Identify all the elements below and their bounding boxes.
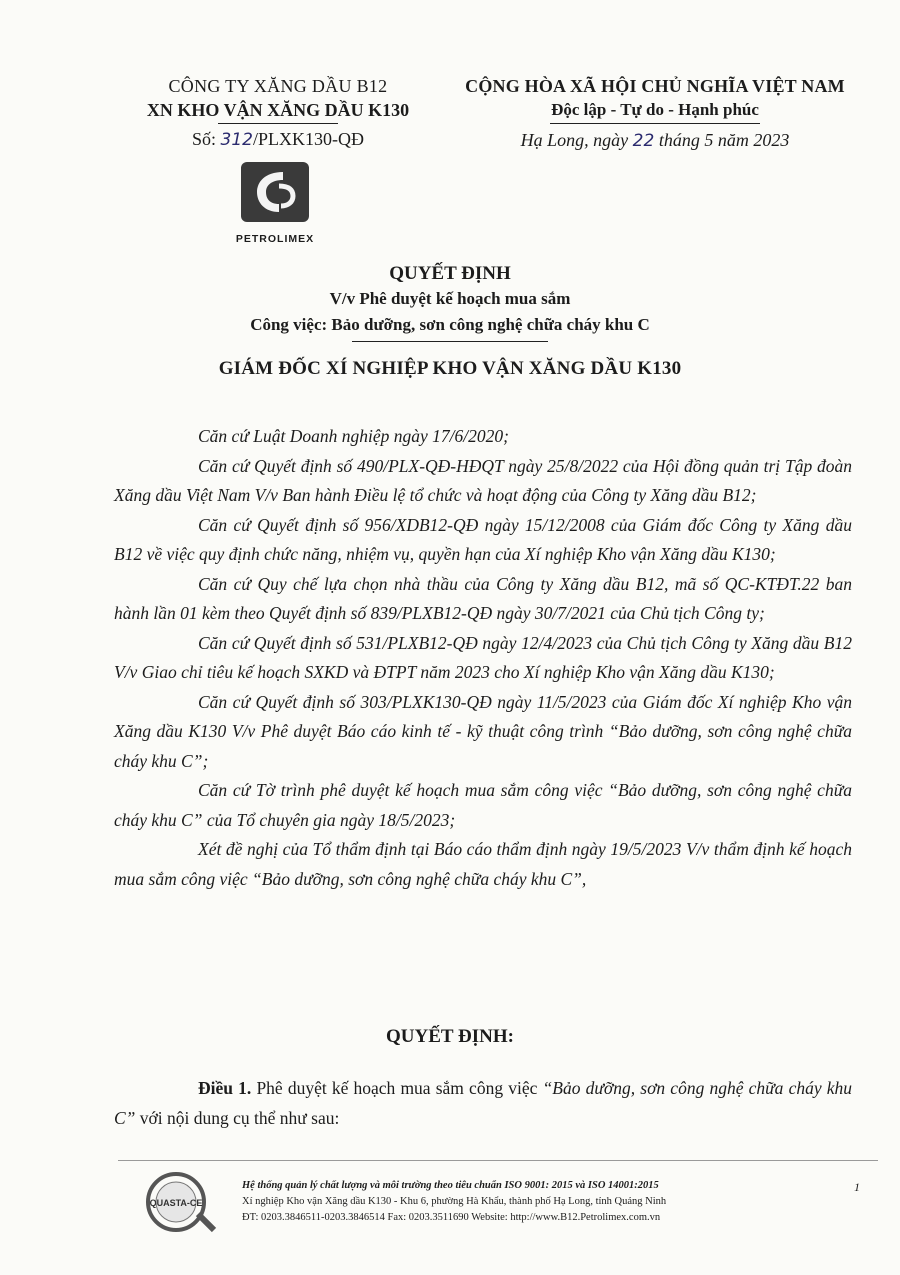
nation-name: CỘNG HÒA XÃ HỘI CHỦ NGHĨA VIỆT NAM (465, 76, 845, 96)
footer-text (242, 1178, 842, 1226)
date-suffix: tháng 5 năm 2023 (658, 130, 790, 150)
decision-title: QUYẾT ĐỊNH (389, 263, 511, 284)
basis-paragraph: Căn cứ Tờ trình phê duyệt kế hoạch mua sắm công việc “Bảo dưỡng, sơn công nghệ chữa cháy khu C” của Tổ chuyên gia ngày 18/5/2023; (114, 780, 852, 830)
title-underline (352, 341, 548, 342)
page-number: 1 (854, 1180, 860, 1194)
footer-divider (118, 1160, 878, 1161)
quasta-certification-icon (140, 1170, 224, 1234)
footer-address-line: Xí nghiệp Kho vận Xăng dầu K130 - Khu 6, phường Hà Khẩu, thành phố Hạ Long, tỉnh Quảng Ninh (242, 1196, 667, 1207)
petrolimex-logo (230, 160, 320, 245)
national-motto: Độc lập - Tự do - Hạnh phúc (551, 100, 759, 119)
decision-heading: QUYẾT ĐỊNH: (386, 1026, 514, 1047)
article-1-text: Phê duyệt kế hoạch mua sắm công việc (256, 1078, 538, 1098)
number-handwritten: 312 (220, 130, 253, 150)
number-prefix: Số: (192, 129, 217, 149)
footer-contact-line: ĐT: 0203.3846511-0203.3846514 Fax: 0203.3511690 Website: http://www.B12.Petrolimex.com.vn (242, 1212, 661, 1223)
issuer-header (118, 74, 438, 153)
document-number (118, 126, 438, 153)
article-1 (114, 1074, 852, 1133)
issue-date (440, 126, 870, 155)
basis-paragraph: Căn cứ Quyết định số 531/PLXB12-QĐ ngày 12/4/2023 của Chủ tịch Công ty Xăng dầu B12 V/v Giao chỉ tiêu kế hoạch SXKD và ĐTPT năm 2023 cho Xí nghiệp Kho vận Xăng dầu K130; (114, 632, 852, 682)
basis-paragraph: Căn cứ Quy chế lựa chọn nhà thầu của Công ty Xăng dầu B12, mã số QC-KTĐT.22 ban hành lần 01 kèm theo Quyết định số 839/PLXB12-QĐ ngày 30/7/2021 của Chủ tịch Công ty; (114, 573, 852, 623)
logo-wordmark: PETROLIMEX (235, 233, 315, 245)
company-name: CÔNG TY XĂNG DẦU B12 (168, 76, 388, 96)
footer-iso-line: Hệ thống quản lý chất lượng và môi trường theo tiêu chuẩn ISO 9001: 2015 và ISO 14001:2015 (242, 1180, 659, 1191)
motto-underline (550, 123, 760, 124)
article-1-label: Điều 1. (198, 1078, 252, 1098)
date-prefix: Hạ Long, ngày (520, 130, 629, 150)
basis-paragraph: Xét đề nghị của Tổ thẩm định tại Báo cáo thẩm định ngày 19/5/2023 V/v thẩm định kế hoạch mua sắm công việc “Bảo dưỡng, sơn công nghệ chữa cháy khu C”, (114, 839, 852, 889)
director-heading: GIÁM ĐỐC XÍ NGHIỆP KHO VẬN XĂNG DẦU K130 (218, 358, 682, 379)
decision-work: Công việc: Bảo dưỡng, sơn công nghệ chữa cháy khu C (250, 315, 650, 334)
issuer-underline (218, 123, 338, 124)
legal-bases (114, 422, 852, 894)
basis-paragraph: Căn cứ Quyết định số 303/PLXK130-QĐ ngày 11/5/2023 của Giám đốc Xí nghiệp Kho vận Xăng dầu K130 V/v Phê duyệt Báo cáo kinh tế - kỹ thuật công trình “Bảo dưỡng, sơn công nghệ chữa cháy khu C”; (114, 691, 852, 771)
basis-paragraph: Căn cứ Quyết định số 956/XDB12-QĐ ngày 15/12/2008 của Giám đốc Công ty Xăng dầu B12 về việc quy định chức năng, nhiệm vụ, quyền hạn của Xí nghiệp Kho vận Xăng dầu K130; (114, 514, 852, 564)
basis-paragraph: Căn cứ Luật Doanh nghiệp ngày 17/6/2020; (198, 426, 509, 446)
certification-logo-text: QUASTA-CE (149, 1198, 203, 1208)
date-day-handwritten: 22 (632, 131, 655, 151)
number-suffix: /PLXK130-QĐ (252, 129, 364, 149)
article-1-tail: với nội dung cụ thể như sau: (139, 1107, 340, 1128)
basis-paragraph: Căn cứ Quyết định số 490/PLX-QĐ-HĐQT ngày 25/8/2022 của Hội đồng quản trị Tập đoàn Xăng dầu Việt Nam V/v Ban hành Điều lệ tổ chức và hoạt động của Công ty Xăng dầu B12; (114, 455, 852, 505)
decision-subject: V/v Phê duyệt kế hoạch mua sắm (329, 289, 571, 308)
petrolimex-logo-icon (239, 160, 311, 224)
article-1-paragraph (114, 1074, 852, 1133)
national-header (440, 74, 870, 155)
unit-name: XN KHO VẬN XĂNG DẦU K130 (146, 100, 410, 120)
article-1-work: “Bảo dưỡng, sơn công nghệ chữa cháy khu C” (114, 1078, 853, 1128)
